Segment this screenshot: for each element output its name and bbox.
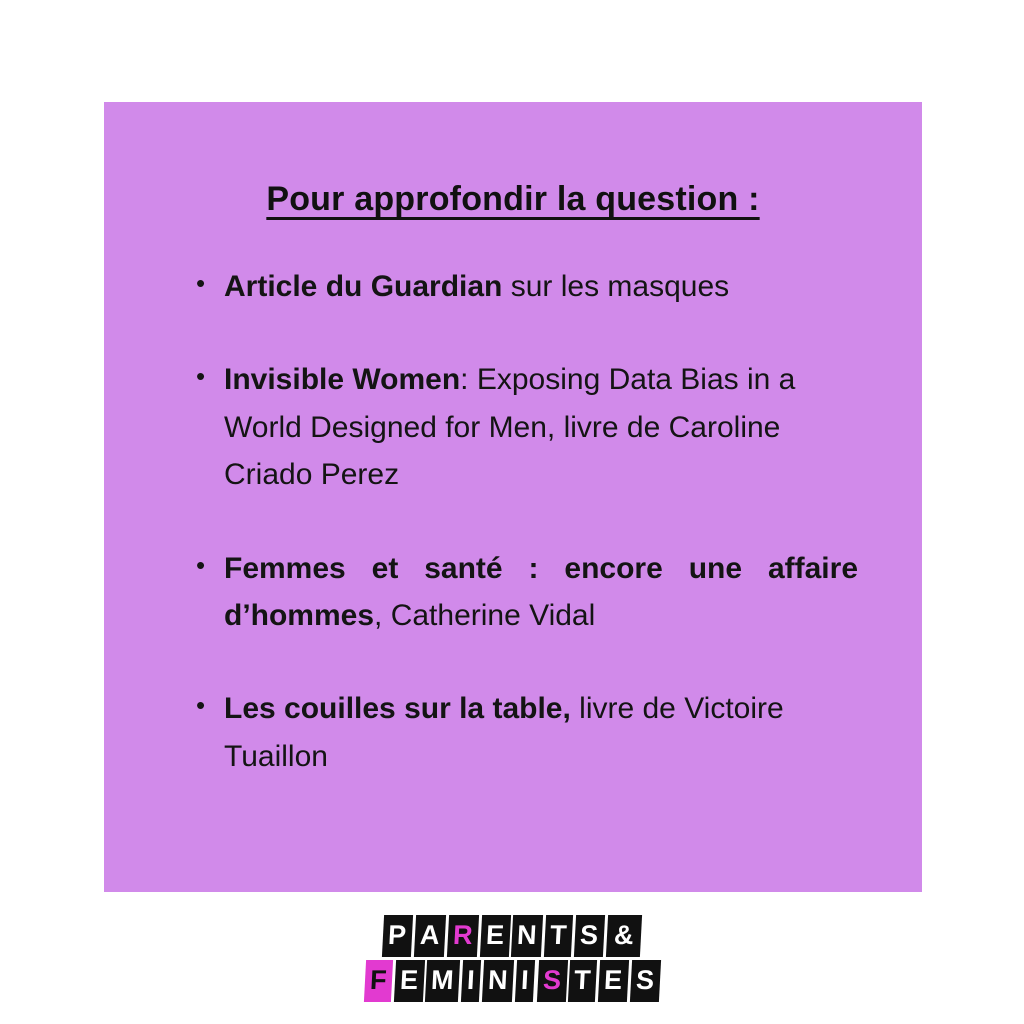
bullet-icon: •: [196, 361, 206, 392]
bullet-icon: •: [196, 549, 206, 580]
bullet-icon: •: [196, 268, 206, 298]
logo-letter: M: [425, 960, 460, 1002]
list-item-title: Article du Guardian: [224, 270, 503, 303]
logo-letter: P: [382, 915, 413, 957]
logo-letter: E: [598, 960, 629, 1002]
list-item-title: Femmes et santé : encore une affaire d’hommes: [224, 551, 858, 632]
logo-letter: S: [536, 960, 567, 1002]
logo-letter: S: [629, 960, 660, 1002]
logo-letter: S: [574, 915, 605, 957]
list-item: [196, 356, 858, 498]
logo-letter: N: [482, 960, 514, 1002]
list-item-detail: sur les masques: [502, 270, 730, 303]
logo-letter: I: [461, 960, 481, 1002]
logo-letter: R: [447, 915, 479, 957]
bullet-icon: •: [196, 690, 206, 721]
list-item-detail: , Catherine Vidal: [374, 598, 596, 632]
list-item: [196, 685, 858, 780]
brand-logo: [0, 915, 1024, 1002]
resource-list: [156, 263, 870, 780]
logo-ampersand: &: [606, 915, 642, 957]
logo-letter: E: [480, 915, 511, 957]
logo-letter: F: [364, 960, 393, 1002]
list-item-detail: livre de Victoire Tuaillon: [224, 692, 784, 773]
page-title: Pour approfondir la question :: [266, 180, 760, 218]
logo-line-parents: [383, 915, 641, 957]
list-item-title: Les couilles sur la table,: [224, 692, 571, 726]
logo-letter: E: [394, 960, 425, 1002]
list-item: [196, 263, 858, 310]
logo-line-feministes: [365, 960, 659, 1002]
list-item: [196, 545, 858, 640]
logo-letter: T: [568, 960, 597, 1002]
list-item-detail: : Exposing Data Bias in a World Designed for Men, livre de Caroline Criado Perez: [224, 363, 796, 492]
logo-letter: A: [414, 915, 446, 957]
logo-letter: I: [515, 960, 535, 1002]
logo-letter: T: [544, 915, 573, 957]
content-card: [104, 102, 922, 892]
list-item-title: Invisible Women: [224, 363, 461, 397]
logo-letter: N: [511, 915, 543, 957]
